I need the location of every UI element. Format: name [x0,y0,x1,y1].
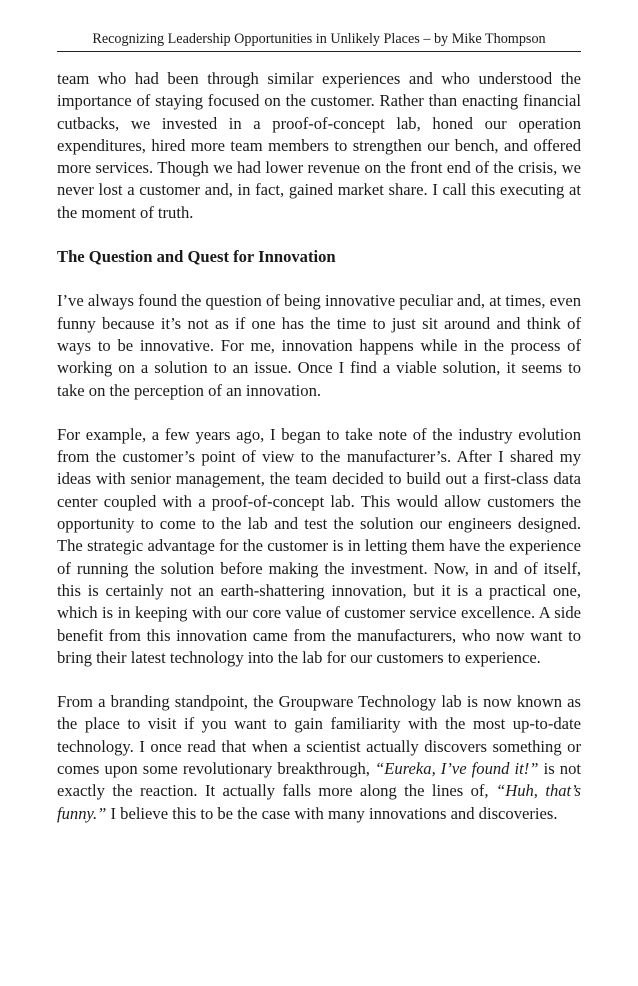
paragraph-4-text-a: From a branding standpoint, the Groupware Technology lab is now known as the place to visit if you want to gain familiarity with the most up-to-date technology. I once read that when a scientist actually discovers something or comes upon some revolutionary breakthrough, [57,692,581,779]
section-heading: The Question and Quest for Innovation [57,247,336,267]
running-header: Recognizing Leadership Opportunities in Unlikely Places – by Mike Thompson [57,30,581,52]
huh-quote: “Huh, that’s funny.” [57,781,582,823]
page-body [57,68,581,825]
paragraph-1: team who had been through similar experiences and who understood the importance of staying focused on the customer. Rather than enacting financial cutbacks, we invested in a proof-of-concept lab, honed our operation expenditures, hired more team members to strengthen our bench, and offered more services. Though we had lower revenue on the front end of the crisis, we never lost a customer and, in fact, gained market share. I call this executing at the moment of truth. [57,69,581,222]
paragraph-4-text-c: I believe this to be the case with many innovations and discoveries. [106,803,558,823]
paragraph-4-text-b: is not exactly the reaction. It actually falls more along the lines of, [57,759,581,801]
book-page [57,30,581,847]
paragraph-2: I’ve always found the question of being innovative peculiar and, at times, even funny because it’s not as if one has the time to just sit around and think of ways to be innovative. For me, innovation happens while in the process of working on a solution to an issue. Once I find a viable solution, it seems to take on the perception of an innovation. [57,291,581,400]
paragraph-4 [57,691,581,825]
eureka-quote: “Eureka, I’ve found it!” [375,759,539,779]
paragraph-3: For example, a few years ago, I began to take note of the industry evolution from the customer’s point of view to the manufacturer’s. After I shared my ideas with senior management, the team decided to build out a first-class data center coupled with a proof-of-concept lab. This would allow customers the opportunity to come to the lab and test the solution our engineers designed. The strategic advantage for the customer is in letting them have the experience of running the solution before making the investment. Now, in and of itself, this is certainly not an earth-shattering innovation, but it is a practical one, which is in keeping with our core value of customer service excellence. A side benefit from this innovation came from the manufacturers, who now want to bring their latest technology into the lab for our customers to experience. [57,424,581,667]
